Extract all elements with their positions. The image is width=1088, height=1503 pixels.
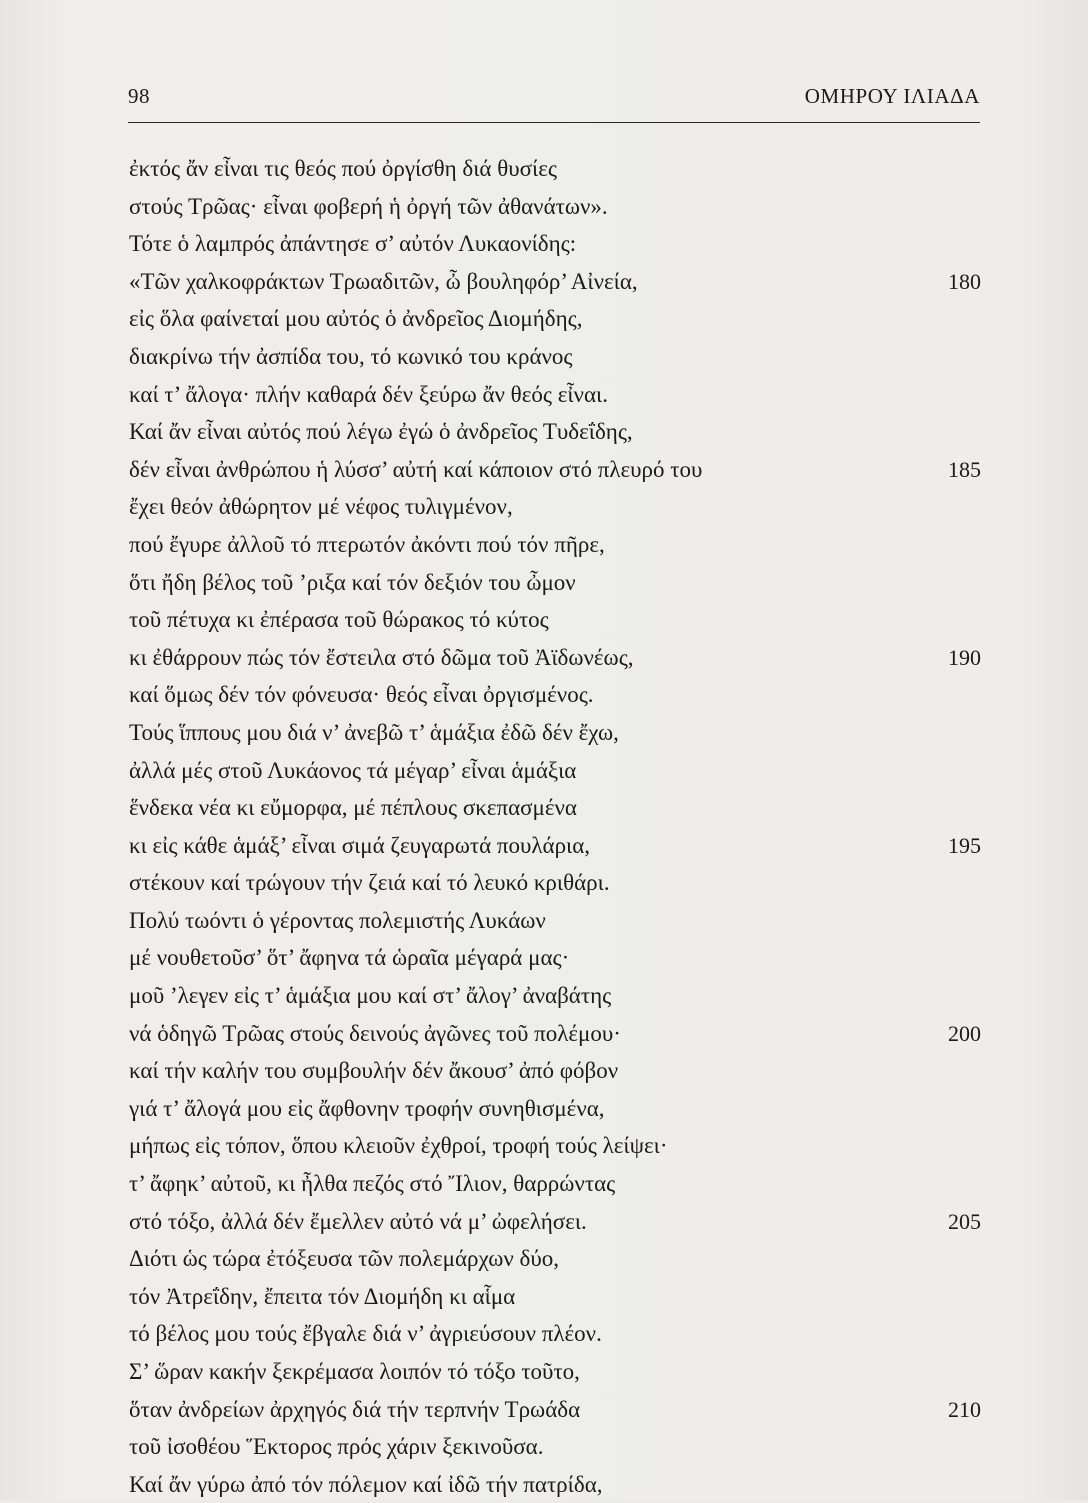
verse-text: πού ἔγυρε ἀλλοῦ τό πτερωτόν ἀκόντι πού τόν πῆρε, bbox=[129, 531, 605, 557]
verse-text: τόν Ἀτρεΐδην, ἔπειτα τόν Διομήδη κι αἷμα bbox=[129, 1283, 516, 1309]
verse-line bbox=[129, 1165, 981, 1203]
verse-text: εἰς ὅλα φαίνεταί μου αὐτός ὁ ἀνδρεῖος Διομήδης, bbox=[129, 306, 583, 332]
header-rule bbox=[128, 122, 980, 123]
verse-text: στό τόξο, ἀλλά δέν ἔμελλεν αὐτό νά μ’ ὠφελήσει. bbox=[129, 1208, 587, 1234]
verse-line bbox=[129, 150, 981, 188]
verse-line bbox=[129, 564, 981, 602]
verse-line bbox=[129, 752, 981, 790]
verse-line bbox=[129, 1240, 981, 1278]
verse-text: μοῦ ’λεγεν εἰς τ’ ἁμάξια μου καί στ’ ἄλογ’ ἀναβάτης bbox=[129, 983, 612, 1009]
verse-line bbox=[129, 188, 981, 226]
verse-text: μήπως εἰς τόπον, ὅπου κλειοῦν ἐχθροί, τροφή τούς λείψει· bbox=[129, 1133, 668, 1159]
verse-line bbox=[129, 1315, 981, 1353]
verse-line bbox=[129, 1015, 981, 1053]
verse-text: κι εἰς κάθε ἁμάξ’ εἶναι σιμά ζευγαρωτά πουλάρια, bbox=[129, 832, 591, 858]
verse-line bbox=[129, 639, 981, 677]
verse-text: ὅτι ἤδη βέλος τοῦ ’ριξα καί τόν δεξιόν του ὦμον bbox=[129, 569, 576, 595]
verse-text: «Τῶν χαλκοφράκτων Τρωαδιτῶν, ὦ βουληφόρ’ Αἰνεία, bbox=[129, 268, 638, 294]
verse-text: στέκουν καί τρώγουν τήν ζειά καί τό λευκό κριθάρι. bbox=[129, 870, 610, 896]
verse-text: Σ’ ὥραν κακήν ξεκρέμασα λοιπόν τό τόξο τοῦτο, bbox=[129, 1359, 580, 1384]
verse-line bbox=[129, 1428, 981, 1466]
verse-text: δέν εἶναι ἀνθρώπου ἡ λύσσ’ αὐτή καί κάποιον στό πλευρό του bbox=[129, 456, 703, 482]
running-title: ΟΜΗΡΟΥ ΙΛΙΑΔΑ bbox=[804, 84, 980, 108]
verse-text: τ’ ἄφηκ’ αὐτοῦ, κι ἦλθα πεζός στό Ἴλιον, θαρρώντας bbox=[129, 1171, 616, 1197]
line-number: 190 bbox=[948, 644, 981, 670]
verse-line bbox=[129, 376, 981, 414]
verse-line bbox=[129, 451, 981, 489]
verse-text: τοῦ πέτυχα κι ἐπέρασα τοῦ θώρακος τό κύτος bbox=[129, 607, 549, 633]
verse-text: καί ὅμως δέν τόν φόνευσα· θεός εἶναι ὀργισμένος. bbox=[129, 682, 594, 708]
verse-line bbox=[129, 413, 981, 451]
verse-line bbox=[129, 1278, 981, 1316]
verse-line bbox=[129, 263, 981, 301]
page-number: 98 bbox=[128, 84, 150, 108]
verse-line bbox=[129, 1466, 981, 1503]
line-number: 180 bbox=[948, 268, 981, 294]
verse-line bbox=[129, 977, 981, 1015]
verse-text: στούς Τρῶας· εἶναι φοβερή ἡ ὀργή τῶν ἀθανάτων». bbox=[129, 193, 608, 219]
verse-line bbox=[129, 526, 981, 564]
verse-line bbox=[129, 300, 981, 338]
verse-line bbox=[129, 864, 981, 902]
verse-text: Καί ἄν γύρω ἀπό τόν πόλεμον καί ἰδῶ τήν πατρίδα, bbox=[129, 1471, 603, 1497]
verse-text: Διότι ὡς τώρα ἐτόξευσα τῶν πολεμάρχων δύο, bbox=[129, 1246, 559, 1272]
verse-line bbox=[129, 1353, 981, 1391]
verse-line bbox=[129, 1090, 981, 1128]
verse-text: ἐκτός ἄν εἶναι τις θεός πού ὀργίσθη διά θυσίες bbox=[129, 156, 557, 181]
verse-text: ἔχει θεόν ἀθώρητον μέ νέφος τυλιγμένον, bbox=[129, 494, 513, 520]
verse-line bbox=[129, 827, 981, 865]
verse-line bbox=[129, 1052, 981, 1090]
verse-line bbox=[129, 488, 981, 526]
verse-line bbox=[129, 676, 981, 714]
verse-text: καί τ’ ἄλογα· πλήν καθαρά δέν ξεύρω ἄν θεός εἶναι. bbox=[129, 381, 608, 407]
verse-text: ἕνδεκα νέα κι εὔμορφα, μέ πέπλους σκεπασμένα bbox=[129, 795, 577, 821]
verse-text: τό βέλος μου τούς ἔβγαλε διά ν’ ἀγριεύσουν πλέον. bbox=[129, 1321, 602, 1347]
line-number: 210 bbox=[948, 1396, 981, 1422]
verse-line bbox=[129, 225, 981, 263]
line-number: 200 bbox=[948, 1020, 981, 1046]
verse-text: τοῦ ἰσοθέου Ἕκτορος πρός χάριν ξεκινοῦσα. bbox=[129, 1434, 544, 1460]
verse-line bbox=[129, 902, 981, 940]
verse-text: Τούς ἵππους μου διά ν’ ἀνεβῶ τ’ ἁμάξια ἐδῶ δέν ἔχω, bbox=[129, 719, 619, 745]
verse-line bbox=[129, 1203, 981, 1241]
verse-text: μέ νουθετοῦσ’ ὅτ’ ἄφηνα τά ὡραῖα μέγαρά μας· bbox=[129, 945, 570, 971]
verse-line bbox=[129, 1391, 981, 1429]
verse-line bbox=[129, 601, 981, 639]
verse-line bbox=[129, 1127, 981, 1165]
page-header bbox=[128, 80, 980, 120]
line-number: 185 bbox=[948, 456, 981, 482]
verse-block bbox=[129, 150, 981, 1503]
verse-line bbox=[129, 338, 981, 376]
verse-text: καί τήν καλήν του συμβουλήν δέν ἄκουσ’ ἀπό φόβον bbox=[129, 1058, 619, 1084]
verse-text: Τότε ὁ λαμπρός ἀπάντησε σ’ αὐτόν Λυκαονίδης: bbox=[129, 231, 577, 257]
verse-text: ἀλλά μές στοῦ Λυκάονος τά μέγαρ’ εἶναι ἁμάξια bbox=[129, 757, 577, 783]
verse-text: ὅταν ἀνδρείων ἀρχηγός διά τήν τερπνήν Τρωάδα bbox=[129, 1396, 581, 1422]
verse-line bbox=[129, 789, 981, 827]
verse-text: νά ὁδηγῶ Τρῶας στούς δεινούς ἀγῶνες τοῦ πολέμου· bbox=[129, 1020, 621, 1046]
verse-line bbox=[129, 939, 981, 977]
verse-text: διακρίνω τήν ἀσπίδα του, τό κωνικό του κράνος bbox=[129, 343, 573, 369]
verse-text: γιά τ’ ἄλογά μου εἰς ἄφθονην τροφήν συνηθισμένα, bbox=[129, 1095, 605, 1121]
verse-text: Καί ἄν εἶναι αὐτός πού λέγω ἐγώ ὁ ἀνδρεῖος Τυδεΐδης, bbox=[129, 419, 633, 445]
verse-line bbox=[129, 714, 981, 752]
verse-text: κι ἐθάρρουν πώς τόν ἔστειλα στό δῶμα τοῦ Ἀϊδωνέως, bbox=[129, 644, 634, 670]
line-number: 195 bbox=[948, 832, 981, 858]
verse-text: Πολύ τωόντι ὁ γέροντας πολεμιστής Λυκάων bbox=[129, 907, 546, 933]
line-number: 205 bbox=[948, 1208, 981, 1234]
